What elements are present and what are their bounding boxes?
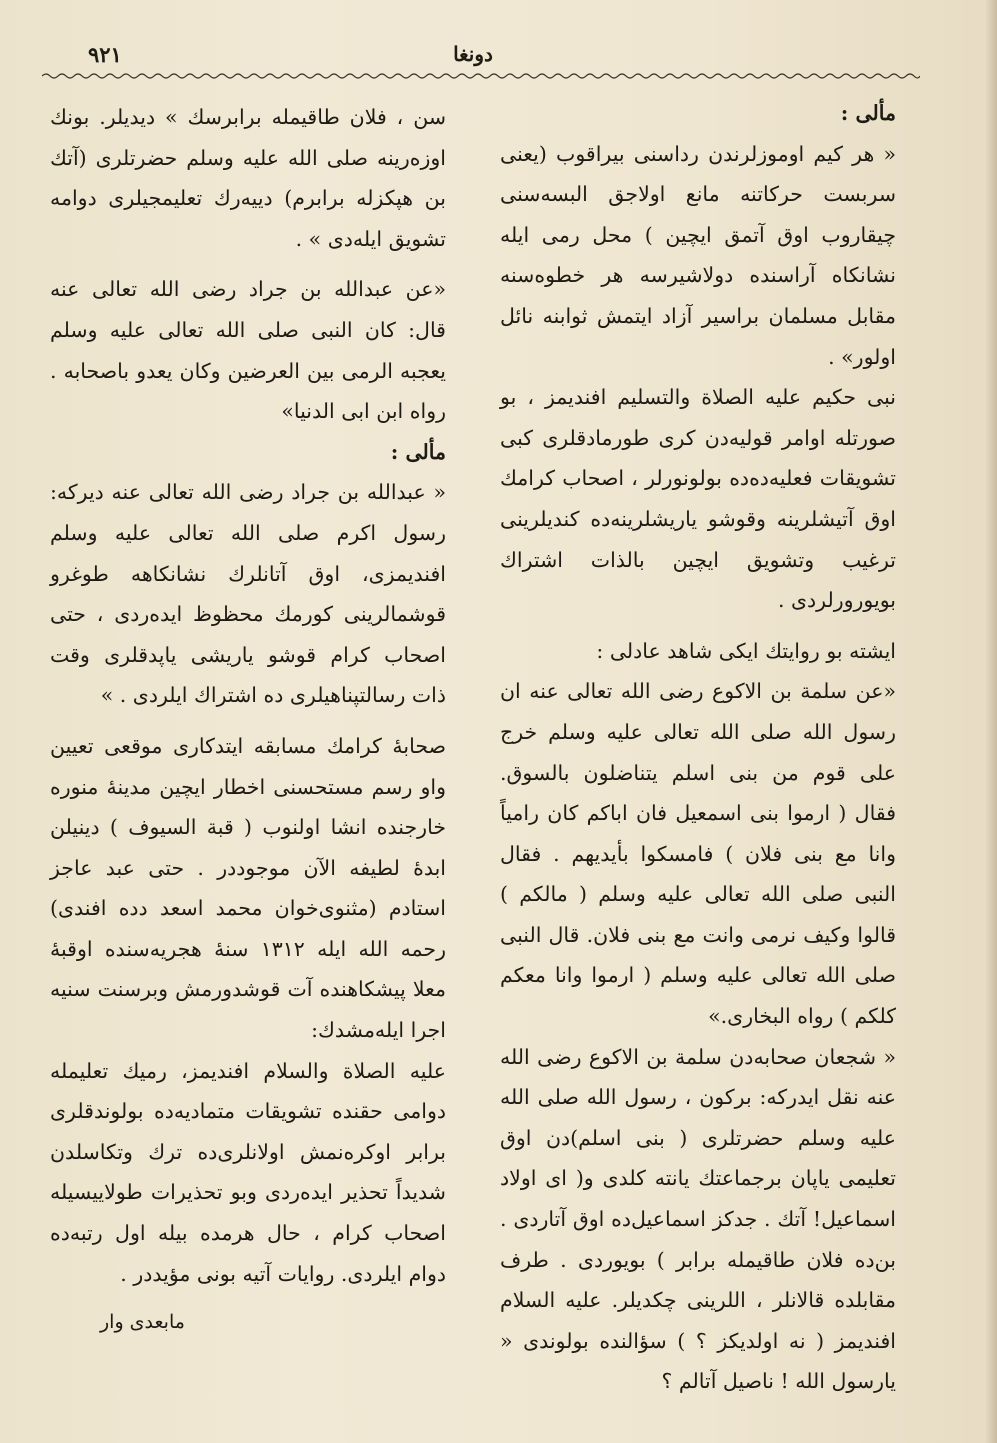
hadith-quote: «عن عبدالله بن جراد رضی الله تعالی عنه قال: کان النبی صلی الله تعالی علیه وسلم یعجبه الرمی بین العرضین وکان یعدو باصحابه . رواه ابن ابی الدنیا»	[50, 277, 446, 424]
meaning-heading: مألی :	[840, 101, 896, 125]
meaning-heading: مألی :	[390, 439, 446, 464]
running-head: دونغا	[453, 42, 493, 66]
right-column	[500, 93, 896, 1402]
paragraph: علیه الصلاة والسلام افندیمز، رمیك تعلیمله دوامی حقنده تشویقات متمادیه‌ده بولوندقلری برابر اوکره‌نمش اولانلری‌ده ترك وتکاسلدن شدیداً تحذیر ایده‌ردی وبو تحذیرات طولاییسیله اصحاب کرام ، حال هرمده بیله اول رتبه‌ده دوام ایلردی. روایات آتیه بونی مؤیددر .	[50, 1058, 446, 1286]
paragraph: « شجعان صحابه‌دن سلمة بن الاکوع رضی الله عنه نقل ایدرکه: برکون ، رسول الله صلی الله علیه وسلم حضرتلری ( بنی اسلم)دن اوق تعلیمی یاپان برجماعتك یانته کلدی و( ای اولاد اسماعیل! آتك . جدکز اسماعیل‌ده اوق آتاردی . بن‌ده فلان طاقیمله برابر ) بویوردی . طرف مقابلده قالانلر ، اللرینی چکدیلر. علیه السلام افندیمز ( نه اولدیکز ؟ ) سؤالنده بولوندی « یارسول الله ! ناصیل آتالم ؟	[500, 1044, 896, 1394]
paragraph: سن ، فلان طاقیمله برابرسك » دیدیلر. بونك اوزه‌رینه صلی الله علیه وسلم حضرتلری (آتك بن هپکزله برابرم) دییه‌رك تعلیمجیلری دوامه تشویق ایله‌دی » .	[50, 105, 446, 251]
paragraph: نبی حکیم علیه الصلاة والتسلیم افندیمز ، بو صورتله اوامر قولیه‌دن کری طورمادقلری کبی تشویقات فعلیه‌ده‌ده بولونورلر ، اصحاب کرامك اوق آتیشلرینه وقوشو یاریشلرینه‌ده کندیلرینی ترغیب وتشویق ایچین بالذات اشتراك بویورورلردی .	[500, 385, 896, 613]
page-number: ٩٢١	[88, 42, 122, 67]
page-edge-shadow	[985, 0, 997, 1443]
hadith-quote: «عن سلمة بن الاکوع رضی الله تعالی عنه ان رسول الله صلی الله تعالی علیه وسلم خرج علی قوم من بنی اسلم یتناضلون بالسوق. فقال ( ارموا بنی اسمعیل فان اباکم کان رامیاً وانا مع بنی فلان ) فامسکوا بأیدیهم . فقال النبی صلی الله تعالی علیه وسلم ( مالکم ) قالوا وکیف نرمی وانت مع بنی فلان. قال النبی صلی الله تعالی علیه وسلم ( ارموا وانا معکم کلکم ) رواه البخاری.»	[500, 679, 896, 1029]
paragraph: صحابهٔ کرامك مسابقه ایتدکاری موقعی تعیین واو رسم مستحسنی اخطار ایچین مدینهٔ منوره خارجنده انشا اولنوب ( قبة السیوف ) دینیلن ابدهٔ لطیفه الآن موجوددر . حتی عبد عاجز استادم (مثنوی‌خوان محمد اسعد دده افندی) رحمه الله ایله ١٣١٢ سنهٔ هجریه‌سنده اوقبه‌ٔ معلا پیشکاهنده آت قوشدورمش وبرسنت سنیه اجرا ایله‌مشدك:	[50, 733, 446, 1043]
paragraph: « عبدالله بن جراد رضی الله تعالی عنه دیرکه: رسول اکرم صلی الله تعالی علیه وسلم افندیمزی، اوق آتانلرك نشانکاهه طوغرو قوشمالرینی کورمك محظوظ ایده‌ردی ، حتی اصحاب کرام قوشو یاریشی یاپدقلری وقت ذات رسالتپناهیلری ده اشتراك ایلردی . »	[50, 480, 446, 708]
paragraph: « هر کیم اوموزلرندن رداسنی بیراقوب (یعنی سربست حرکاتنه مانع اولاجق البسه‌سنی چیقاروب اوق آتمق ایچین ) محل رمی ایله نشانکاه آراسنده دولاشیرسه هر خطوه‌سنه مقابل مسلمان براسیر آزاد ایتمش ثوابنه نائل اولور» .	[500, 141, 896, 369]
left-column	[50, 97, 446, 1343]
paragraph: ایشته بو روایتك ایکی شاهد عادلی :	[596, 638, 896, 663]
continued-note: مابعدی وار	[100, 1311, 185, 1334]
header-wavy-rule	[42, 72, 920, 80]
